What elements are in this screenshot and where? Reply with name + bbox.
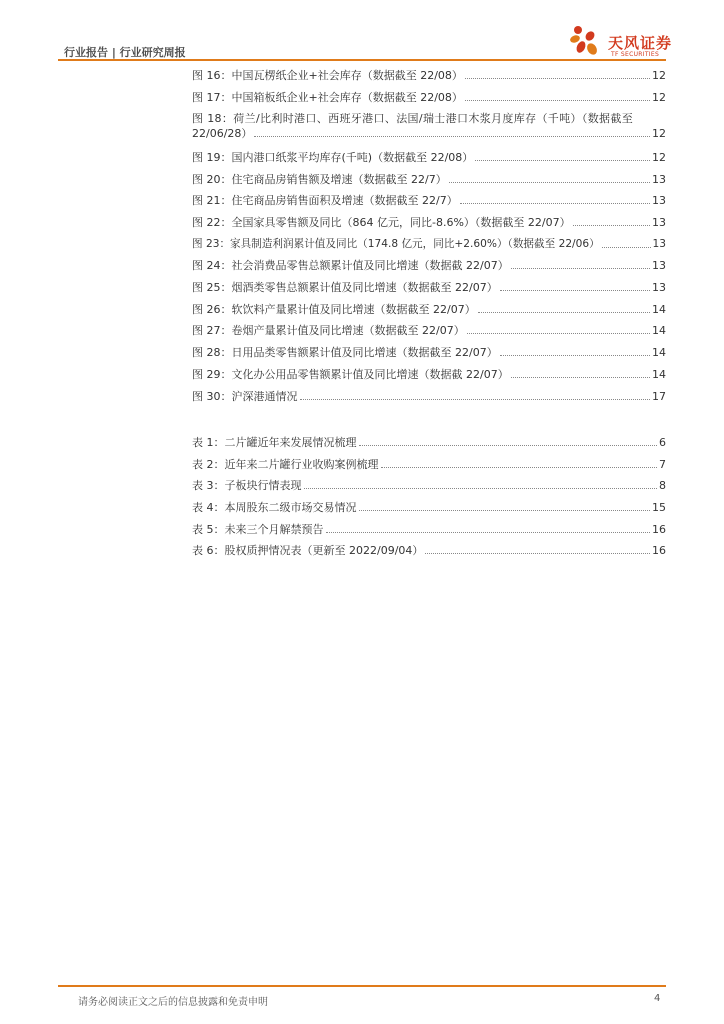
toc-entry-label: 表 1：二片罐近年来发展情况梳理 <box>192 436 357 449</box>
toc-entry-label: 表 3：子板块行情表现 <box>192 479 302 492</box>
toc-entry-page: 12 <box>652 151 666 164</box>
brand-logo <box>568 22 676 60</box>
toc-entry-label: 图 30：沪深港通情况 <box>192 390 298 403</box>
leader-dots <box>500 290 650 291</box>
toc-entry-figure-16[interactable] <box>192 68 666 83</box>
toc-entry-figure-27[interactable] <box>192 323 666 338</box>
toc-entry-figure-22[interactable] <box>192 215 666 230</box>
toc-entry-page: 12 <box>652 69 666 82</box>
toc-entry-table-6[interactable] <box>192 543 666 558</box>
toc-entry-label: 图 20：住宅商品房销售额及增速（数据截至 22/7） <box>192 173 447 186</box>
leader-dots <box>467 333 650 334</box>
toc-entry-figure-18[interactable] <box>192 111 666 141</box>
toc-entry-label: 表 6：股权质押情况表（更新至 2022/09/04） <box>192 544 424 557</box>
toc-entry-label: 图 26：软饮料产量累计值及同比增速（数据截至 22/07） <box>192 303 476 316</box>
toc-entry-label: 图 17：中国箱板纸企业+社会库存（数据截至 22/08） <box>192 91 463 104</box>
leader-dots <box>460 203 650 204</box>
toc-entry-page: 12 <box>652 127 666 140</box>
toc-entry-figure-25[interactable] <box>192 280 666 295</box>
toc-entry-figure-28[interactable] <box>192 345 666 360</box>
toc-entry-label-continued <box>192 126 666 141</box>
toc-entry-page: 16 <box>652 523 666 536</box>
toc-entry-page: 13 <box>652 281 666 294</box>
leader-dots <box>449 182 650 183</box>
page-number: 4 <box>654 993 661 1004</box>
leader-dots <box>602 247 651 248</box>
logo-chinese-name: 天风证券 <box>608 34 673 52</box>
footer-disclaimer: 请务必阅读正文之后的信息披露和免责申明 <box>78 997 268 1008</box>
toc-entry-label: 图 21：住宅商品房销售面积及增速（数据截至 22/7） <box>192 194 458 207</box>
leader-dots <box>359 510 651 511</box>
toc-entry-figure-29[interactable] <box>192 367 666 382</box>
toc-entry-table-2[interactable] <box>192 457 666 472</box>
toc-entry-figure-21[interactable] <box>192 193 666 208</box>
toc-entry-page: 13 <box>652 259 666 272</box>
toc-entry-figure-26[interactable] <box>192 302 666 317</box>
toc-entry-label: 图 25：烟酒类零售总额累计值及同比增速（数据截至 22/07） <box>192 281 498 294</box>
toc-entry-label: 图 29：文化办公用品零售额累计值及同比增速（数据截 22/07） <box>192 368 509 381</box>
toc-entry-figure-23[interactable] <box>192 237 666 252</box>
toc-entry-page: 12 <box>652 91 666 104</box>
toc-entry-page: 16 <box>652 544 666 557</box>
toc-entry-page: 7 <box>659 458 666 471</box>
leader-dots <box>254 136 650 137</box>
toc-entry-label: 图 23：家具制造利润累计值及同比（174.8 亿元，同比+2.60%）（数据截至 22/06） <box>192 238 600 250</box>
toc-entry-page: 14 <box>652 303 666 316</box>
toc-entry-page: 6 <box>659 436 666 449</box>
toc-entry-label: 图 18：荷兰/比利时港口、西班牙港口、法国/瑞士港口木浆月度库存（千吨）（数据截至 <box>192 112 634 125</box>
toc-entry-table-5[interactable] <box>192 522 666 537</box>
toc-entry-page: 13 <box>652 173 666 186</box>
toc-entry-figure-19[interactable] <box>192 150 666 165</box>
toc-entry-label: 表 5：未来三个月解禁预告 <box>192 523 324 536</box>
toc-entry-label: 图 28：日用品类零售额累计值及同比增速（数据截至 22/07） <box>192 346 498 359</box>
toc-entry-label: 图 27：卷烟产量累计值及同比增速（数据截至 22/07） <box>192 324 465 337</box>
toc-entry-label: 图 24：社会消费品零售总额累计值及同比增速（数据截 22/07） <box>192 259 509 272</box>
leader-dots <box>304 488 658 489</box>
leader-dots <box>326 532 651 533</box>
toc-entry-page: 13 <box>652 194 666 207</box>
toc-entry-figure-17[interactable] <box>192 90 666 105</box>
footer-divider <box>58 985 666 987</box>
header-label: 行业报告 | 行业研究周报 <box>64 46 186 59</box>
toc-entry-label: 图 16：中国瓦楞纸企业+社会库存（数据截至 22/08） <box>192 69 463 82</box>
toc-entry-page: 15 <box>652 501 666 514</box>
toc-entry-page: 17 <box>652 390 666 403</box>
leader-dots <box>511 377 650 378</box>
logo-english-name: TF SECURITIES <box>611 51 660 58</box>
toc-entry-label: 表 2：近年来二片罐行业收购案例梳理 <box>192 458 379 471</box>
leader-dots <box>475 160 650 161</box>
toc-entry-page: 13 <box>652 216 666 229</box>
toc-entry-label-tail: 22/06/28） <box>192 127 253 140</box>
toc-entry-figure-24[interactable] <box>192 258 666 273</box>
toc-entry-page: 13 <box>652 238 666 250</box>
toc-entry-label: 表 4：本周股东二级市场交易情况 <box>192 501 357 514</box>
flower-logo-icon <box>568 22 606 60</box>
leader-dots <box>465 100 650 101</box>
toc-entry-table-3[interactable] <box>192 478 666 493</box>
leader-dots <box>300 399 651 400</box>
toc-entry-label: 图 22：全国家具零售额及同比（864 亿元，同比-8.6%）（数据截至 22/07） <box>192 216 571 229</box>
leader-dots <box>478 312 650 313</box>
leader-dots <box>381 467 658 468</box>
leader-dots <box>359 445 658 446</box>
leader-dots <box>465 78 650 79</box>
leader-dots <box>500 355 650 356</box>
header-divider <box>58 59 666 61</box>
leader-dots <box>573 225 650 226</box>
toc-entry-page: 8 <box>659 479 666 492</box>
toc-entry-figure-20[interactable] <box>192 172 666 187</box>
toc-entry-page: 14 <box>652 346 666 359</box>
toc-entry-label: 图 19：国内港口纸浆平均库存(千吨)（数据截至 22/08） <box>192 151 474 164</box>
toc-entry-page: 14 <box>652 324 666 337</box>
toc-entry-table-1[interactable] <box>192 435 666 450</box>
toc-entry-page: 14 <box>652 368 666 381</box>
leader-dots <box>425 553 650 554</box>
leader-dots <box>511 268 650 269</box>
toc-entry-figure-30[interactable] <box>192 389 666 404</box>
toc-entry-table-4[interactable] <box>192 500 666 515</box>
